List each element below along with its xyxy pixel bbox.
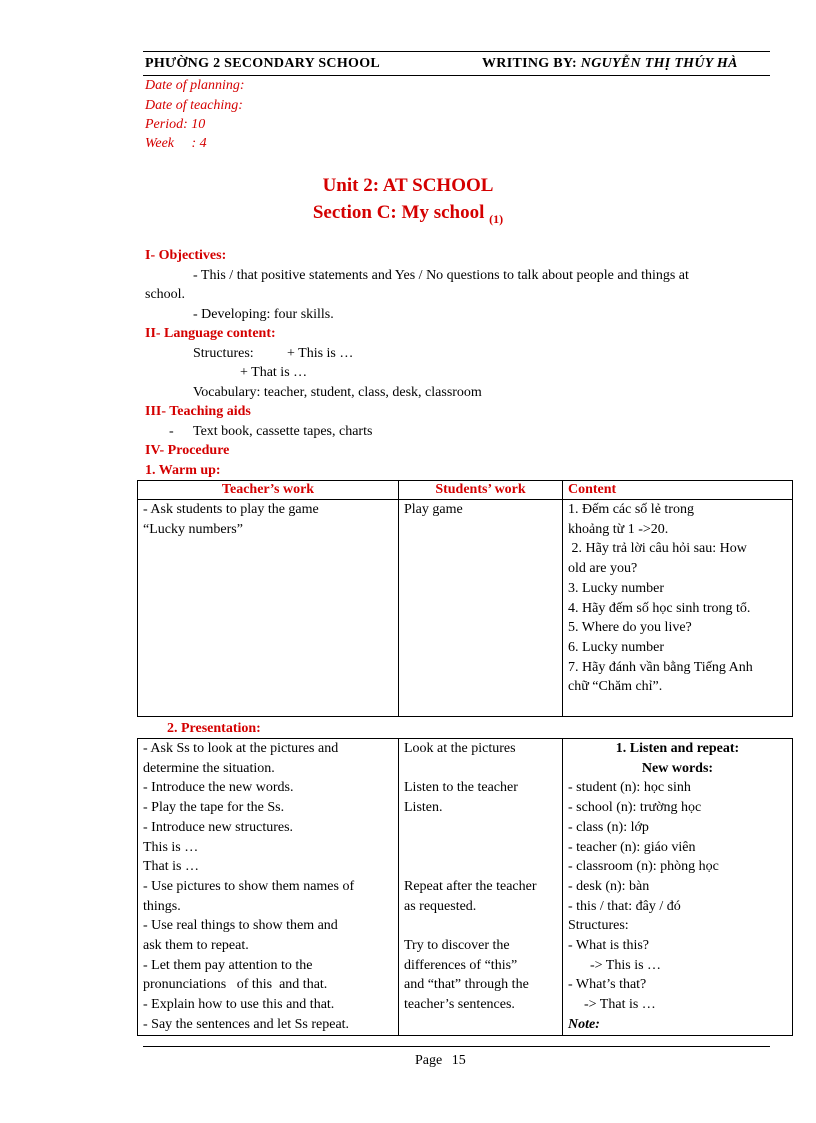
warmup-students-line: Play game: [404, 502, 463, 517]
presentation-content-cell: [563, 739, 793, 1036]
warmup-teacher-line: “Lucky numbers”: [143, 521, 243, 537]
school-name: PHƯỜNG 2 SECONDARY SCHOOL: [145, 56, 381, 71]
warmup-content-line: 2. Hãy trả lời câu hỏi sau: How: [568, 541, 747, 557]
presentation-students-cell: [399, 739, 563, 1036]
presentation-students-line: Listen.: [404, 800, 443, 816]
structure-1: + This is …: [287, 346, 354, 361]
presentation-teacher-cell: [138, 739, 399, 1036]
presentation-students-line: [404, 1015, 557, 1035]
header-top-rule: [143, 51, 770, 52]
page-footer: [415, 1053, 466, 1069]
vocabulary-line: Vocabulary: teacher, student, class, desk, classroom: [193, 385, 482, 400]
presentation-teacher-line: - Let them pay attention to the: [143, 957, 313, 973]
objective-line-2: - Developing: four skills.: [193, 307, 334, 322]
presentation-teacher-line: - Say the sentences and let Ss repeat.: [143, 1016, 350, 1032]
presentation-content-line: - desk (n): bàn: [568, 878, 650, 894]
objective-line-1: - This / that positive statements and Yes / No questions to talk about people and things at: [193, 268, 689, 283]
presentation-teacher-line: - Ask Ss to look at the pictures and: [143, 741, 339, 756]
presentation-students-line: Repeat after the teacher: [404, 878, 537, 894]
presentation-teacher-line: - Use real things to show them and: [143, 918, 338, 934]
presentation-content-line: Structures:: [568, 918, 629, 934]
warmup-content-line: 6. Lucky number: [568, 639, 665, 655]
presentation-students-line: differences of “this”: [404, 957, 518, 973]
page-label: Page: [415, 1053, 443, 1068]
presentation-teacher-line: determine the situation.: [143, 760, 275, 776]
page-number: 15: [451, 1053, 466, 1068]
warmup-col-teacher: Teacher’s work: [138, 481, 399, 500]
unit-title: Unit 2: AT SCHOOL: [322, 175, 494, 196]
header-bottom-rule: [143, 75, 770, 76]
warmup-col-students: Students’ work: [399, 481, 563, 500]
presentation-teacher-line: - Introduce the new words.: [143, 780, 294, 796]
date-of-planning: Date of planning:: [145, 78, 245, 93]
warmup-heading: 1. Warm up:: [145, 463, 221, 478]
warmup-teacher-line: - Ask students to play the game: [143, 502, 319, 517]
warmup-content-line: khoảng từ 1 ->20.: [568, 521, 669, 537]
warmup-content-line: 7. Hãy đánh vần bằng Tiếng Anh: [568, 659, 753, 675]
warmup-content-line: 4. Hãy đếm số học sinh trong tổ.: [568, 600, 751, 616]
date-of-teaching: Date of teaching:: [145, 98, 243, 113]
week: Week : 4: [145, 136, 207, 151]
presentation-students-line: [404, 838, 557, 858]
writer-info: [482, 56, 738, 72]
warmup-students-cell: [399, 500, 563, 717]
presentation-students-line: Listen to the teacher: [404, 780, 518, 796]
presentation-teacher-line: That is …: [143, 859, 199, 875]
warmup-content-line: 5. Where do you live?: [568, 620, 692, 636]
warmup-content-cell: [563, 500, 793, 717]
presentation-teacher-line: - Use pictures to show them names of: [143, 878, 355, 894]
period: Period: 10: [145, 117, 206, 132]
presentation-students-line: Try to discover the: [404, 938, 510, 954]
warmup-content-line: 1. Đếm các số lẻ trong: [568, 502, 694, 517]
section-title: [0, 202, 816, 224]
presentation-students-line: [404, 818, 557, 838]
presentation-students-line: [404, 857, 557, 877]
presentation-teacher-line: things.: [143, 898, 181, 914]
objectives-heading: I- Objectives:: [145, 248, 227, 263]
presentation-teacher-line: - Play the tape for the Ss.: [143, 800, 285, 816]
section-title-text: Section C: My school: [312, 202, 485, 223]
presentation-content-line: - class (n): lớp: [568, 819, 649, 835]
objective-line-1b: school.: [145, 287, 186, 302]
presentation-students-line: Look at the pictures: [404, 741, 516, 756]
warmup-content-line: old are you?: [568, 561, 638, 577]
warmup-teacher-cell: [138, 500, 399, 717]
presentation-content-line: -> That is …: [584, 997, 656, 1013]
new-words-heading: New words:: [641, 760, 714, 776]
presentation-table: [137, 738, 793, 1036]
presentation-teacher-line: ask them to repeat.: [143, 938, 249, 954]
presentation-content-line: - student (n): học sinh: [568, 780, 691, 796]
presentation-teacher-line: pronunciations of this and that.: [143, 977, 328, 993]
presentation-content-line: - classroom (n): phòng học: [568, 859, 719, 875]
presentation-content-line: - school (n): trường học: [568, 800, 702, 816]
writer-name: NGUYỄN THỊ THÚY HÀ: [580, 56, 738, 71]
warmup-col-content: Content: [563, 481, 793, 500]
aids-item: Text book, cassette tapes, charts: [193, 424, 373, 439]
procedure-heading: IV- Procedure: [145, 443, 230, 458]
presentation-students-line: [404, 759, 557, 779]
presentation-content-line: - What is this?: [568, 938, 650, 954]
structure-2: + That is …: [240, 365, 308, 380]
presentation-teacher-line: This is …: [143, 839, 199, 855]
footer-rule: [143, 1046, 770, 1047]
listen-repeat-heading: 1. Listen and repeat:: [615, 741, 740, 756]
presentation-content-line: - teacher (n): giáo viên: [568, 839, 696, 855]
warmup-content-line: chữ “Chăm chỉ”.: [568, 679, 663, 695]
language-heading: II- Language content:: [145, 326, 276, 341]
aids-bullet: -: [169, 424, 174, 439]
warmup-table: [137, 480, 793, 717]
presentation-teacher-line: - Explain how to use this and that.: [143, 997, 335, 1013]
presentation-content-line: -> This is …: [590, 957, 662, 973]
section-part: (1): [489, 212, 504, 226]
presentation-content-line: - What’s that?: [568, 977, 647, 993]
presentation-students-line: teacher’s sentences.: [404, 997, 515, 1013]
note-label: Note:: [568, 1016, 600, 1032]
presentation-heading: 2. Presentation:: [167, 721, 261, 736]
presentation-students-line: [404, 916, 557, 936]
structures-label: Structures:: [193, 346, 254, 361]
presentation-content-line: - this / that: đây / đó: [568, 898, 681, 914]
presentation-teacher-line: - Introduce new structures.: [143, 819, 294, 835]
aids-heading: III- Teaching aids: [145, 404, 251, 419]
presentation-students-line: as requested.: [404, 898, 477, 914]
presentation-students-line: and “that” through the: [404, 977, 529, 993]
writer-label: WRITING BY:: [482, 56, 577, 71]
warmup-content-line: 3. Lucky number: [568, 580, 665, 596]
